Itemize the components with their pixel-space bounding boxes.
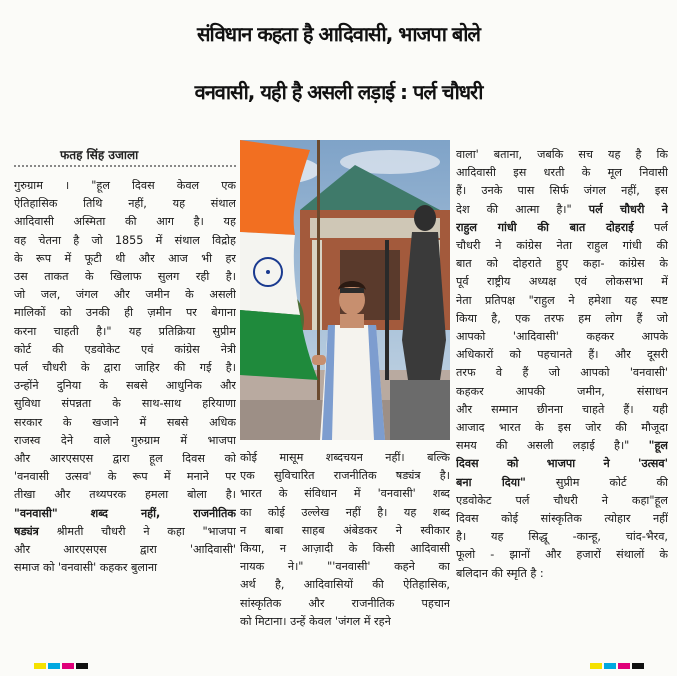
subhead-tail-line <box>14 523 236 541</box>
col3-a-line: आदिवासी इस धरती के मूल निवासी <box>456 166 668 180</box>
col3-h-line: एडवोकेट पर्ल चौधरी ने कहा"हूल <box>456 493 668 507</box>
col3-pearl: पर्ल <box>633 220 668 234</box>
col3-d-line: चौधरी ने कांग्रेस नेता राहुल गांधी की <box>456 239 668 253</box>
byline: फतह सिंह उजाला <box>60 148 139 162</box>
photo-illustration <box>240 140 450 440</box>
col1-lines-line: ऐतिहासिक तिथि नहीं, यह संथाल <box>14 197 236 211</box>
col1-lines-line: आदिवासी अस्मिता की आग है। यह <box>14 215 236 229</box>
col3-d-line: पूर्व राष्ट्रीय अध्यक्ष एवं लोकसभा में <box>456 275 668 289</box>
col3-line-rahul-2 <box>456 219 668 237</box>
article-column-2 <box>240 449 450 631</box>
article-photo <box>240 140 450 440</box>
col2-lines-line: एक सुविचारित राजनीतिक षड्यंत्र है। <box>240 469 450 483</box>
col3-atma: देश की आत्मा है।" <box>456 202 589 216</box>
column-1-lines <box>14 177 236 505</box>
column-3-lines-d <box>456 237 668 437</box>
col1-lines-line: सुविधा संपन्नता के साथ-साथ हरियाणा <box>14 397 236 411</box>
col3-d-line: तरफ वे हैं जो आपको 'वनवासी' <box>456 366 668 380</box>
headline-line-2: वनवासी, यही है असली लड़ाई : पर्ल चौधरी <box>194 80 483 104</box>
registration-mark-cyan-right <box>604 663 616 669</box>
col1-lines-line: उन्होंने दुनिया के सबसे आधुनिक और <box>14 379 236 393</box>
subhead-shadyantra: षड्यंत्र <box>14 524 39 538</box>
registration-mark-black <box>76 663 88 669</box>
col1-lines-line: वह चेतना है जो 1855 में संथाल विद्रोह <box>14 233 236 247</box>
byline-divider <box>14 165 236 167</box>
registration-mark-yellow <box>34 663 46 669</box>
col2-lines-line: को मिटाना। उन्हें केवल 'जंगल में रहने <box>240 614 391 628</box>
registration-mark-black-right <box>632 663 644 669</box>
col1-lines-line: राजस्व देने वाले गुरुग्राम में भाजपा <box>14 433 236 447</box>
col3-line-hool-2 <box>456 455 668 473</box>
col1-tail-1: और आरएसएस द्वारा 'आदिवासी' <box>14 543 236 557</box>
col3-ladai: समय की असली लड़ाई है।" <box>456 439 649 453</box>
col3-h-line: दिवस कोई सांस्कृतिक त्योहार नहीं <box>456 512 668 526</box>
col1-lines-line: 'वनवासी उत्सव' के रूप में मनाने पर <box>14 470 236 484</box>
col2-lines-line: भारत के संविधान में 'वनवासी' शब्द <box>240 487 450 501</box>
col3-d-line: कहकर आपकी जमीन, संसाधन <box>456 384 668 398</box>
col3-d-line: बात को दोहराते हुए कहा- कांग्रेस के <box>456 257 668 271</box>
col3-h-line: है। यह सिद्धू -कान्हू, चांद-भैरव, <box>456 530 668 544</box>
subhead-hool-start: "हूल <box>648 439 668 453</box>
col2-lines-line: अर्थ है, आदिवासियों की ऐतिहासिक, <box>240 578 450 592</box>
registration-mark-magenta <box>62 663 74 669</box>
col2-lines-line: किया, न आज़ादी के किसी आदिवासी <box>240 542 450 556</box>
col3-d-line: आपको 'आदिवासी' कहकर आपके <box>456 330 668 344</box>
col1-lines-line: पर्ल चौधरी के द्वारा जाहिर की गई है। <box>14 361 236 375</box>
registration-mark-cyan <box>48 663 60 669</box>
col2-lines-line: न बाबा साहब अंबेडकर ने स्वीकार <box>240 523 450 537</box>
col2-lines-line: नायक ने।" "'वनवासी' कहने का <box>240 560 450 574</box>
statue-pedestal <box>390 380 450 440</box>
article-column-3 <box>456 146 668 583</box>
col1-lines-line: जो जल, जंगल और जमीन के असली <box>14 288 236 302</box>
column-3-lines-a <box>456 146 668 201</box>
col2-lines-line: सांस्कृतिक और राजनीतिक पहचान <box>240 596 450 610</box>
headline-line-1: संविधान कहता है आदिवासी, भाजपा बोले <box>196 22 480 46</box>
col1-tail-0: श्रीमती चौधरी ने कहा "भाजपा <box>38 524 236 538</box>
col3-line-rahul-1 <box>456 201 668 219</box>
col3-d-line: किया है, एक तरफ हम लोग हैं जो <box>456 311 668 325</box>
col3-d-line: आजाद भारत के इस जोर की मौजूदा <box>456 421 668 435</box>
col3-d-line: नेता प्रतिपक्ष "राहुल ने हमेशा यह स्पष्ट <box>456 293 668 307</box>
col1-lines-line: मालिकों को उनकी ही ज़मीन पर बेगाना <box>14 306 236 320</box>
article-column-1 <box>14 177 236 577</box>
column-3-lines-h <box>456 492 668 583</box>
subhead-pearl-chaudhary: पर्ल चौधरी ने <box>588 202 668 216</box>
col1-lines-line: और आरएसएस द्वारा हूल दिवस को <box>14 452 236 466</box>
col3-a-line: हैं। उनके पास सिर्फ जंगल नहीं, इस <box>456 184 668 198</box>
subhead-vanvasi-line <box>14 505 236 523</box>
col3-d-line: और सम्मान छीनना चाहते हैं। यही <box>456 402 668 416</box>
col3-line-hool-1 <box>456 437 668 455</box>
col1-lines-line: कोर्ट की एडवोकेट एवं कांग्रेस नेत्री <box>14 342 236 356</box>
col2-lines-line: का कोई उल्लेख नहीं है। यह शब्द <box>240 505 450 519</box>
col3-h-line: फूलो - झानों और हजारों संथालों के <box>456 548 668 562</box>
col3-supreme-court: सुप्रीम कोर्ट की <box>525 475 668 489</box>
subhead-hool-divas: दिवस को भाजपा ने 'उत्सव' <box>456 457 668 471</box>
col3-line-hool-3 <box>456 474 668 492</box>
subhead-rahul-gandhi: राहुल गांधी की बात दोहराई <box>456 220 634 234</box>
col3-h-line: बलिदान की स्मृति है : <box>456 566 544 580</box>
col1-lines-line: के रूप में फूटी थी और आज भी हर <box>14 251 236 265</box>
col3-d-line: अधिकारों को पहचानते हैं। और दूसरी <box>456 348 668 362</box>
col2-lines-line: कोई मासूम शब्दचयन नहीं। बल्कि <box>240 451 450 464</box>
col1-tail-2: समाज को 'वनवासी' कहकर बुलाना <box>14 561 158 575</box>
col1-lines-line: उस ताकत के खिलाफ सुलग रही है। <box>14 270 236 284</box>
subhead-bana-diya: बना दिया" <box>456 475 526 489</box>
col1-lines-line: तीखा और तथ्यपरक हमला बोला है। <box>14 488 236 502</box>
col1-lines-line: करना चाहती है।" यह प्रतिक्रिया सुप्रीम <box>14 324 236 338</box>
col1-lines-line: सरकार के खजाने में सबसे अधिक <box>14 415 236 429</box>
registration-mark-magenta-right <box>618 663 630 669</box>
col3-a-line: वाला' बताना, जबकि सच यह है कि <box>456 148 668 161</box>
col1-lines-line: गुरुग्राम । "हूल दिवस केवल एक <box>14 179 236 192</box>
column-2-lines <box>240 449 450 631</box>
registration-mark-yellow-right <box>590 663 602 669</box>
subhead-vanvasi: "वनवासी" शब्द नहीं, राजनीतिक <box>14 506 236 520</box>
gandhi-statue <box>414 205 436 231</box>
